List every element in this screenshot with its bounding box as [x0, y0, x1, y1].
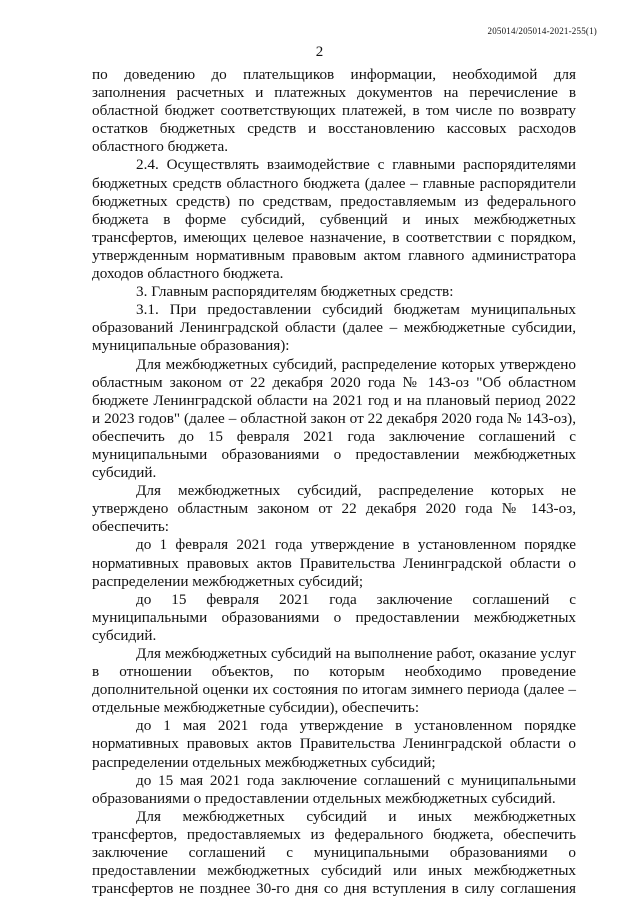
- document-id: 205014/205014-2021-255(1): [487, 26, 597, 36]
- page-number: 2: [315, 44, 324, 60]
- paragraph: Для межбюджетных субсидий и иных межбюджетных трансфертов, предоставляемых из федерального бюджета, обеспечить заключение соглашений с муниципальными образованиями о предоставлении межбюджетных субсидий или иных межбюджетных трансфертов не позднее 30-го дня со дня вступления в силу соглашения: [92, 807, 576, 898]
- paragraph: до 15 февраля 2021 года заключение соглашений с муниципальными образованиями о предоставлении межбюджетных субсидий.: [92, 590, 576, 644]
- paragraph: Для межбюджетных субсидий на выполнение работ, оказание услуг в отношении объектов, по которым необходимо проведение дополнительной оценки их состояния по итогам зимнего периода (далее – отдельные межбюджетные субсидии), обеспечить:: [92, 645, 576, 717]
- paragraph: по доведению до плательщиков информации, необходимой для заполнения расчетных и платежных документов на перечисление в областной бюджет соответствующих платежей, в том числе по возврату остатков бюджетных средств и восстановлению кассовых расходов областного бюджета.: [92, 66, 576, 156]
- paragraph: до 1 мая 2021 года утверждение в установленном порядке нормативных правовых актов Правительства Ленинградской области о распределении отдельных межбюджетных субсидий;: [92, 717, 576, 771]
- paragraph: Для межбюджетных субсидий, распределение которых не утверждено областным законом от 22 декабря 2020 года № 143-оз, обеспечить:: [92, 482, 576, 536]
- paragraph: 3. Главным распорядителям бюджетных средств:: [136, 283, 454, 301]
- paragraph: 3.1. При предоставлении субсидий бюджетам муниципальных образований Ленинградской области (далее – межбюджетные субсидии, муниципальные образования):: [92, 301, 576, 355]
- paragraph: до 15 мая 2021 года заключение соглашений с муниципальными образованиями о предоставлении отдельных межбюджетных субсидий.: [92, 771, 576, 807]
- document-body: [92, 66, 576, 898]
- paragraph: 2.4. Осуществлять взаимодействие с главными распорядителями бюджетных средств областного бюджета (далее – главные распорядители бюджетных средств) по средствам, предоставляемым из федерального бюджета в форме субсидий, субвенций и иных межбюджетных трансфертов, имеющих целевое назначение, в соответствии с порядком, утвержденным нормативным правовым актом главного администратора доходов областного бюджета.: [92, 156, 576, 283]
- paragraph: Для межбюджетных субсидий, распределение которых утверждено областным законом от 22 декабря 2020 года № 143-оз "Об областном бюджете Ленинградской области на 2021 год и на плановый период 2022 и 2023 годов" (далее – областной закон от 22 декабря 2020 года № 143-оз), обеспечить до 15 февраля 2021 года заключение соглашений с муниципальными образованиями о предоставлении межбюджетных субсидий.: [92, 355, 576, 482]
- paragraph: до 1 февраля 2021 года утверждение в установленном порядке нормативных правовых актов Правительства Ленинградской области о распределении межбюджетных субсидий;: [92, 536, 576, 590]
